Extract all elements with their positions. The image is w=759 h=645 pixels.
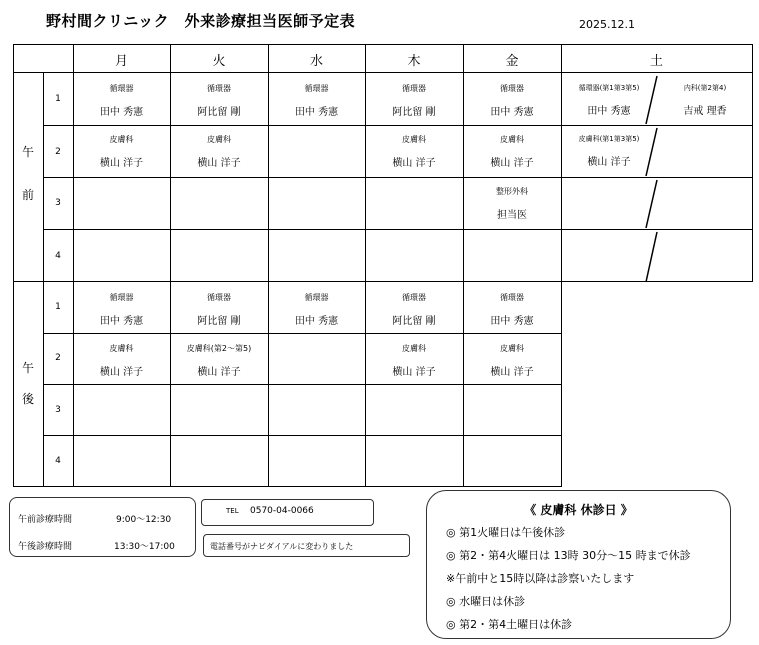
doctor-name: 田中 秀憲 bbox=[490, 316, 534, 327]
consultation-hours-box bbox=[9, 497, 196, 557]
department-label: 循環器 bbox=[109, 293, 134, 302]
doctor-name: 横山 洋子 bbox=[392, 158, 436, 169]
slot-number: 4 bbox=[55, 251, 61, 261]
department-label: 皮膚科 bbox=[500, 135, 524, 144]
doctor-name: 吉戒 理香 bbox=[683, 106, 727, 117]
dermatology-rule: ◎ 第2・第4土曜日は休診 bbox=[446, 618, 573, 631]
am-hours-time: 9:00～12:30 bbox=[116, 515, 172, 525]
department-label: 皮膚科 bbox=[109, 344, 134, 353]
doctor-name: 横山 洋子 bbox=[490, 367, 534, 378]
dermatology-rule: ◎ 第2・第4火曜日は 13時 30分～15 時まで休診 bbox=[446, 549, 691, 562]
department-label: 循環器 bbox=[402, 293, 426, 302]
department-label: 内科(第2第4) bbox=[683, 84, 727, 92]
phone-note: 電話番号がナビダイアルに変わりました bbox=[210, 542, 354, 551]
pm-hours-time: 13:30～17:00 bbox=[114, 542, 175, 552]
doctor-name: 阿比留 剛 bbox=[392, 107, 436, 118]
page-title: 野村間クリニック 外来診療担当医師予定表 bbox=[46, 12, 356, 30]
schedule-cell-saturday-a bbox=[563, 134, 655, 168]
doctor-name: 横山 洋子 bbox=[197, 367, 241, 378]
pm-hours-label: 午後診療時間 bbox=[18, 542, 73, 552]
dermatology-rule: ※午前中と15時以降は診察いたします bbox=[446, 572, 635, 585]
department-label: 皮膚科(第1第3第5) bbox=[578, 135, 640, 143]
schedule-cell bbox=[365, 343, 463, 378]
department-label: 整形外科 bbox=[496, 187, 528, 196]
slot-number: 2 bbox=[55, 353, 61, 363]
dermatology-closed-days-box bbox=[426, 490, 731, 639]
schedule-cell bbox=[365, 292, 463, 327]
department-label: 循環器 bbox=[109, 84, 134, 93]
am-label-1: 午 bbox=[21, 145, 34, 159]
slot-number: 3 bbox=[55, 198, 61, 208]
department-label: 循環器 bbox=[402, 84, 426, 93]
doctor-name: 阿比留 剛 bbox=[392, 316, 436, 327]
doctor-name: 横山 洋子 bbox=[392, 367, 436, 378]
slot-number: 4 bbox=[55, 456, 61, 466]
schedule-cell bbox=[170, 134, 268, 169]
schedule-cell bbox=[463, 83, 561, 118]
doctor-name: 横山 洋子 bbox=[99, 367, 144, 378]
am-label-2: 前 bbox=[21, 188, 34, 202]
schedule-cell bbox=[365, 134, 463, 169]
schedule-cell bbox=[170, 83, 268, 118]
doctor-name: 田中 秀憲 bbox=[490, 107, 534, 118]
doctor-name: 田中 秀憲 bbox=[99, 107, 144, 118]
department-label: 皮膚科 bbox=[500, 344, 524, 353]
schedule-cell bbox=[463, 134, 561, 169]
am-hours-label: 午前診療時間 bbox=[18, 515, 73, 525]
department-label: 循環器 bbox=[207, 293, 231, 302]
department-label: 循環器 bbox=[207, 84, 231, 93]
schedule-cell bbox=[73, 134, 170, 169]
day-header-wed: 水 bbox=[309, 54, 323, 69]
dermatology-rule: ◎ 第1火曜日は午後休診 bbox=[446, 526, 566, 539]
schedule-cell bbox=[268, 292, 365, 327]
schedule-cell bbox=[170, 292, 268, 327]
day-header-mon: 月 bbox=[114, 54, 128, 69]
schedule-cell bbox=[73, 83, 170, 118]
department-label: 皮膚科 bbox=[402, 344, 426, 353]
department-label: 皮膚科 bbox=[402, 135, 426, 144]
doctor-name: 田中 秀憲 bbox=[587, 106, 631, 117]
dermatology-title: 《 皮膚科 休診日 》 bbox=[524, 503, 633, 517]
department-label: 循環器 bbox=[500, 84, 524, 93]
schedule-cell bbox=[73, 343, 170, 378]
day-header-sat: 土 bbox=[649, 54, 663, 69]
doctor-name: 横山 洋子 bbox=[490, 158, 534, 169]
doctor-name: 担当医 bbox=[497, 210, 527, 221]
day-header-fri: 金 bbox=[505, 54, 519, 69]
doctor-name: 横山 洋子 bbox=[197, 158, 241, 169]
schedule-cell bbox=[73, 292, 170, 327]
slot-number: 1 bbox=[55, 94, 61, 104]
schedule-cell-saturday-b bbox=[660, 83, 750, 117]
department-label: 循環器 bbox=[304, 84, 329, 93]
department-label: 循環器 bbox=[500, 293, 524, 302]
phone-label: TEL bbox=[226, 507, 239, 515]
day-header-tue: 火 bbox=[212, 54, 226, 69]
pm-label-2: 後 bbox=[21, 392, 34, 406]
doctor-name: 田中 秀憲 bbox=[99, 316, 144, 327]
dermatology-rule: ◎ 水曜日は休診 bbox=[446, 595, 526, 608]
slot-number: 1 bbox=[55, 302, 61, 312]
slot-number: 2 bbox=[55, 147, 61, 157]
doctor-name: 田中 秀憲 bbox=[294, 107, 339, 118]
department-label: 循環器(第1第3第5) bbox=[578, 84, 640, 92]
issue-date: 2025.12.1 bbox=[579, 18, 635, 31]
doctor-name: 田中 秀憲 bbox=[294, 316, 339, 327]
department-label: 循環器 bbox=[304, 293, 329, 302]
doctor-name: 横山 洋子 bbox=[587, 157, 631, 168]
doctor-name: 横山 洋子 bbox=[99, 158, 144, 169]
schedule-cell bbox=[463, 292, 561, 327]
schedule-cell bbox=[365, 83, 463, 118]
doctor-name: 阿比留 剛 bbox=[197, 107, 241, 118]
department-label: 皮膚科 bbox=[207, 135, 231, 144]
schedule-cell-saturday-a bbox=[563, 83, 655, 117]
department-label: 皮膚科 bbox=[109, 135, 134, 144]
pm-label-1: 午 bbox=[21, 361, 34, 375]
schedule-cell bbox=[463, 343, 561, 378]
phone-box bbox=[201, 499, 374, 526]
phone-note-box bbox=[203, 534, 410, 557]
slot-number: 3 bbox=[55, 405, 61, 415]
schedule-cell bbox=[268, 83, 365, 118]
day-header-thu: 木 bbox=[407, 54, 421, 69]
schedule-cell bbox=[463, 186, 561, 221]
doctor-name: 阿比留 剛 bbox=[197, 316, 241, 327]
department-label: 皮膚科(第2～第5) bbox=[186, 344, 252, 353]
schedule-cell bbox=[170, 343, 268, 378]
phone-number[interactable]: 0570-04-0066 bbox=[250, 506, 314, 516]
